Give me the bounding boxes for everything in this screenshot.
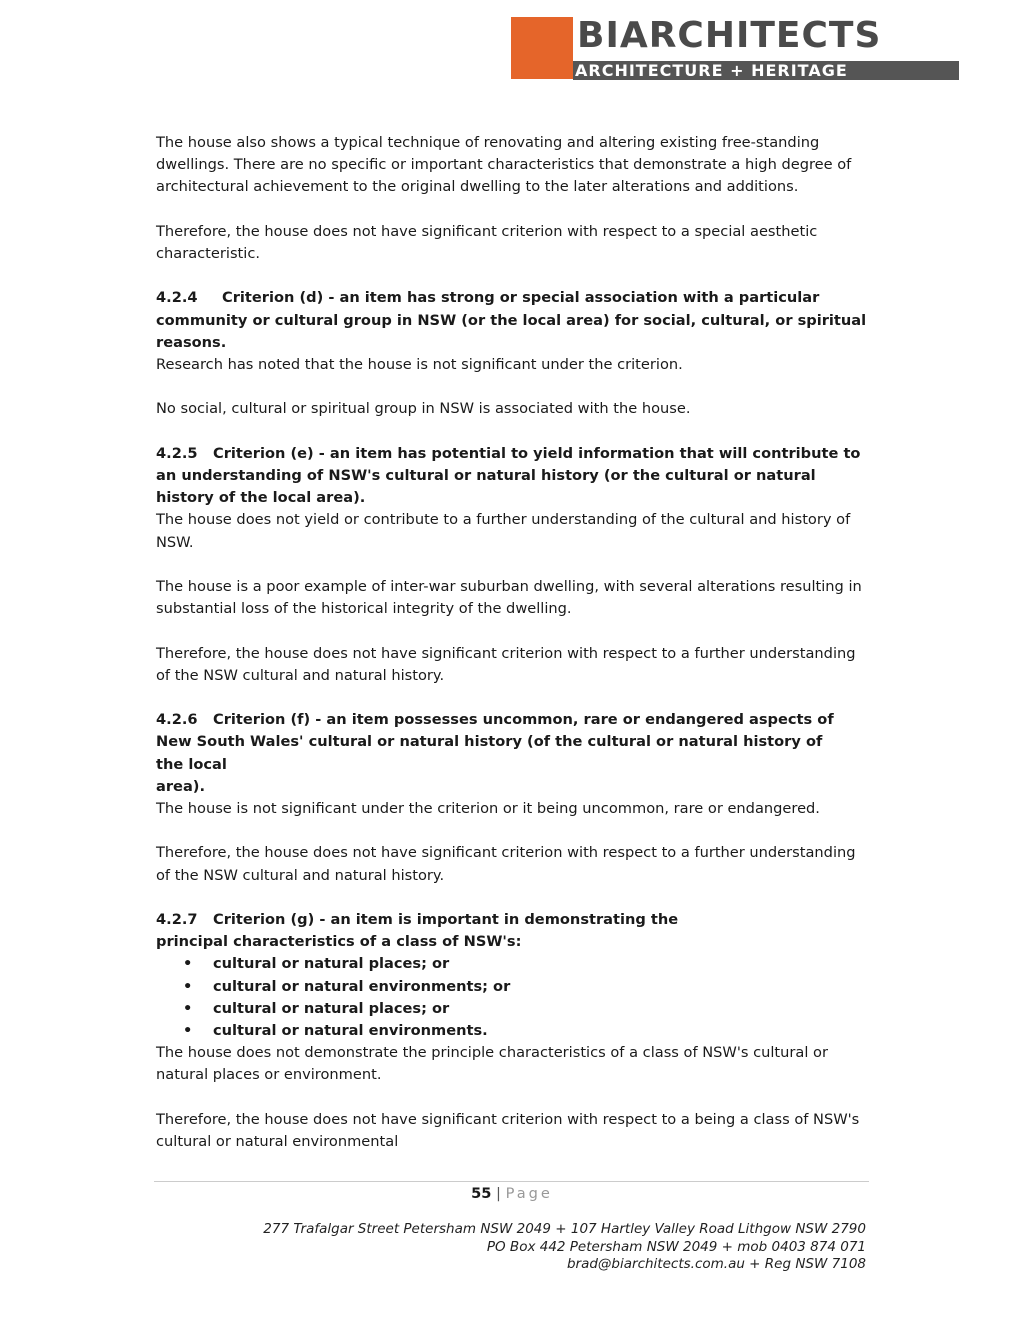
logo-orange-square	[511, 17, 573, 79]
footer-divider	[154, 1181, 869, 1182]
company-logo	[511, 17, 959, 80]
paragraph: Research has noted that the house is not significant under the criterion.	[156, 356, 683, 373]
bullet-icon: •	[183, 999, 193, 1017]
paragraph: Therefore, the house does not have significant criterion with respect to a being a class of NSW's cultural or natural environmental	[156, 1110, 860, 1150]
list-item: • cultural or natural environments; or	[156, 976, 868, 998]
section-heading-4-2-7	[156, 909, 716, 953]
section-title: Criterion (e) - an item has potential to yield information that will contribute to an understanding of NSW's cultural or natural history (or the cultural or natural history of the local area).	[156, 444, 861, 507]
document-body	[156, 132, 868, 1175]
address-line: 277 Trafalgar Street Petersham NSW 2049 + 107 Hartley Valley Road Lithgow NSW 2790	[263, 1221, 866, 1237]
page-number-value: 55	[471, 1185, 492, 1202]
logo-subtitle: ARCHITECTURE + HERITAGE	[573, 61, 959, 80]
address-line: PO Box 442 Petersham NSW 2049 + mob 0403 874 071	[486, 1238, 866, 1255]
section-title: Criterion (f) - an item possesses uncommon, rare or endangered aspects of New South Wales' cultural or natural history (of the cultural or natural history of the local	[156, 711, 834, 773]
list-item: • cultural or natural places; or	[156, 953, 868, 975]
section-title: Criterion (d) - an item has strong or special association with a particular community or cultural group in NSW (or the local area) for social, cultural, or spiritual reasons.	[156, 289, 867, 351]
paragraph: Therefore, the house does not have significant criterion with respect to a further understanding of the NSW cultural and natural history.	[156, 844, 856, 884]
section-heading-4-2-5	[156, 443, 868, 510]
bullet-icon: •	[183, 1021, 193, 1039]
section-title: Criterion (g) - an item is important in demonstrating the principal characteristics of a class of NSW's:	[156, 910, 679, 951]
paragraph: The house does not demonstrate the principle characteristics of a class of NSW's cultural or natural places or environment.	[156, 1044, 828, 1084]
paragraph: The house is a poor example of inter-war suburban dwelling, with several alterations resulting in substantial loss of the historical integrity of the dwelling.	[156, 577, 862, 618]
section-title-continued: area).	[156, 777, 206, 795]
paragraph: The house also shows a typical technique of renovating and altering existing free-standing dwellings. There are no specific or important characteristics that demonstrate a high degree of architectural achievement to the original dwelling to the later alterations and additions.	[156, 134, 852, 196]
page-separator: |	[496, 1185, 501, 1202]
section-number: 4.2.5	[156, 444, 198, 462]
section-number: 4.2.4	[156, 289, 198, 307]
list-item: • cultural or natural environments.	[156, 1020, 868, 1042]
paragraph: Therefore, the house does not have significant criterion with respect to a further understanding of the NSW cultural and natural history.	[156, 644, 856, 684]
paragraph: Therefore, the house does not have significant criterion with respect to a special aesthetic characteristic.	[156, 222, 818, 262]
section-number: 4.2.7	[156, 910, 198, 928]
address-line: brad@biarchitects.com.au + Reg NSW 7108	[566, 1256, 866, 1272]
page-number	[0, 1184, 1024, 1204]
logo-title: BIARCHITECTS	[577, 17, 882, 55]
bullet-icon: •	[183, 977, 193, 995]
bullet-icon: •	[183, 955, 193, 973]
section-heading-4-2-6	[156, 709, 868, 798]
list-item: • cultural or natural places; or	[156, 998, 868, 1020]
paragraph: The house does not yield or contribute to a further understanding of the cultural and history of NSW.	[156, 511, 851, 551]
page-label: Page	[505, 1185, 553, 1202]
paragraph: No social, cultural or spiritual group in NSW is associated with the house.	[156, 400, 691, 418]
section-number: 4.2.6	[156, 711, 198, 729]
paragraph: The house is not significant under the criterion or it being uncommon, rare or endangered.	[156, 799, 820, 817]
criteria-bullet-list	[156, 953, 868, 1042]
section-heading-4-2-4	[156, 287, 868, 354]
footer-address	[263, 1221, 866, 1274]
